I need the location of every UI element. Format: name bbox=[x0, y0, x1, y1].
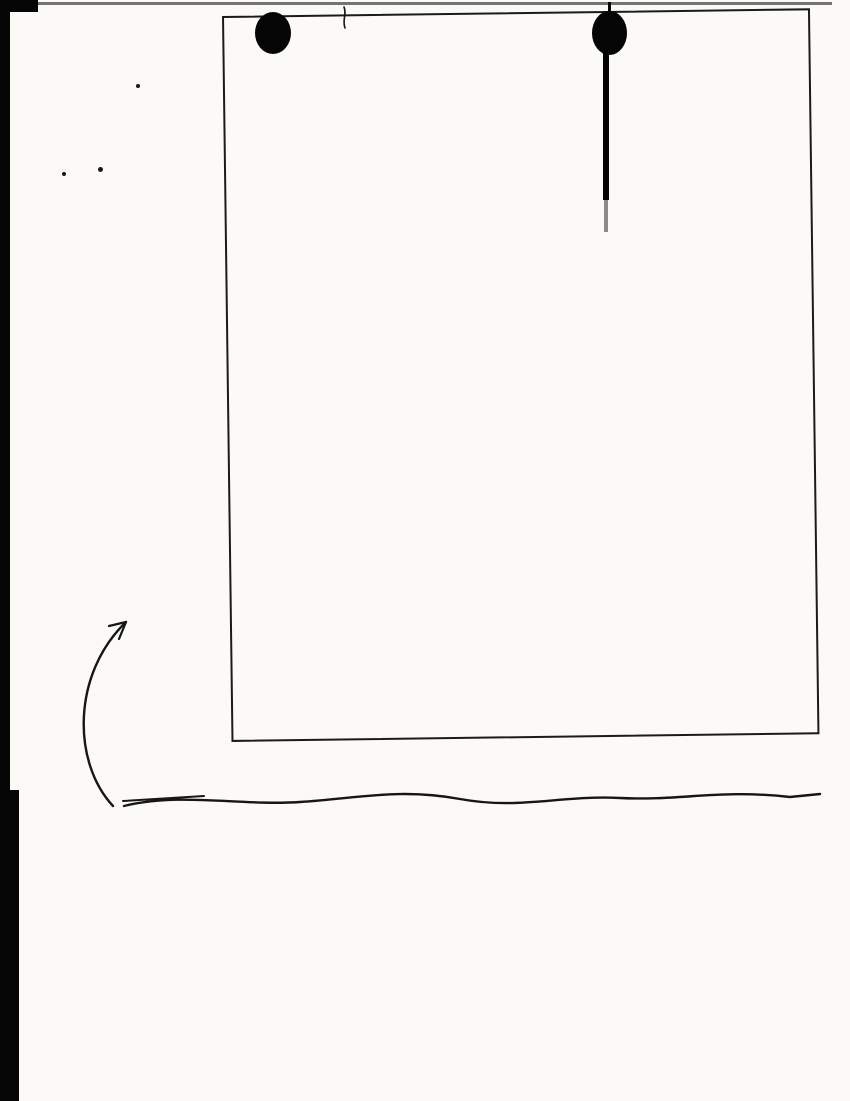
arrow-to-supcom bbox=[84, 622, 126, 806]
punch-hole-left bbox=[255, 12, 291, 54]
ink-dot bbox=[62, 172, 66, 176]
punch-hole-right bbox=[592, 11, 627, 55]
ink-streak bbox=[603, 48, 609, 200]
arrowhead bbox=[109, 622, 126, 639]
scan-edge-top bbox=[0, 2, 832, 5]
strike-out-short-line bbox=[123, 796, 204, 801]
scan-edge-left-bottom bbox=[0, 790, 19, 1101]
strike-out-wavy-line bbox=[124, 794, 820, 806]
personnel-table bbox=[222, 8, 819, 742]
ink-dot bbox=[98, 167, 103, 172]
ink-streak-top bbox=[608, 2, 611, 13]
ink-dot bbox=[136, 84, 140, 88]
ink-streak-tail bbox=[604, 198, 608, 232]
